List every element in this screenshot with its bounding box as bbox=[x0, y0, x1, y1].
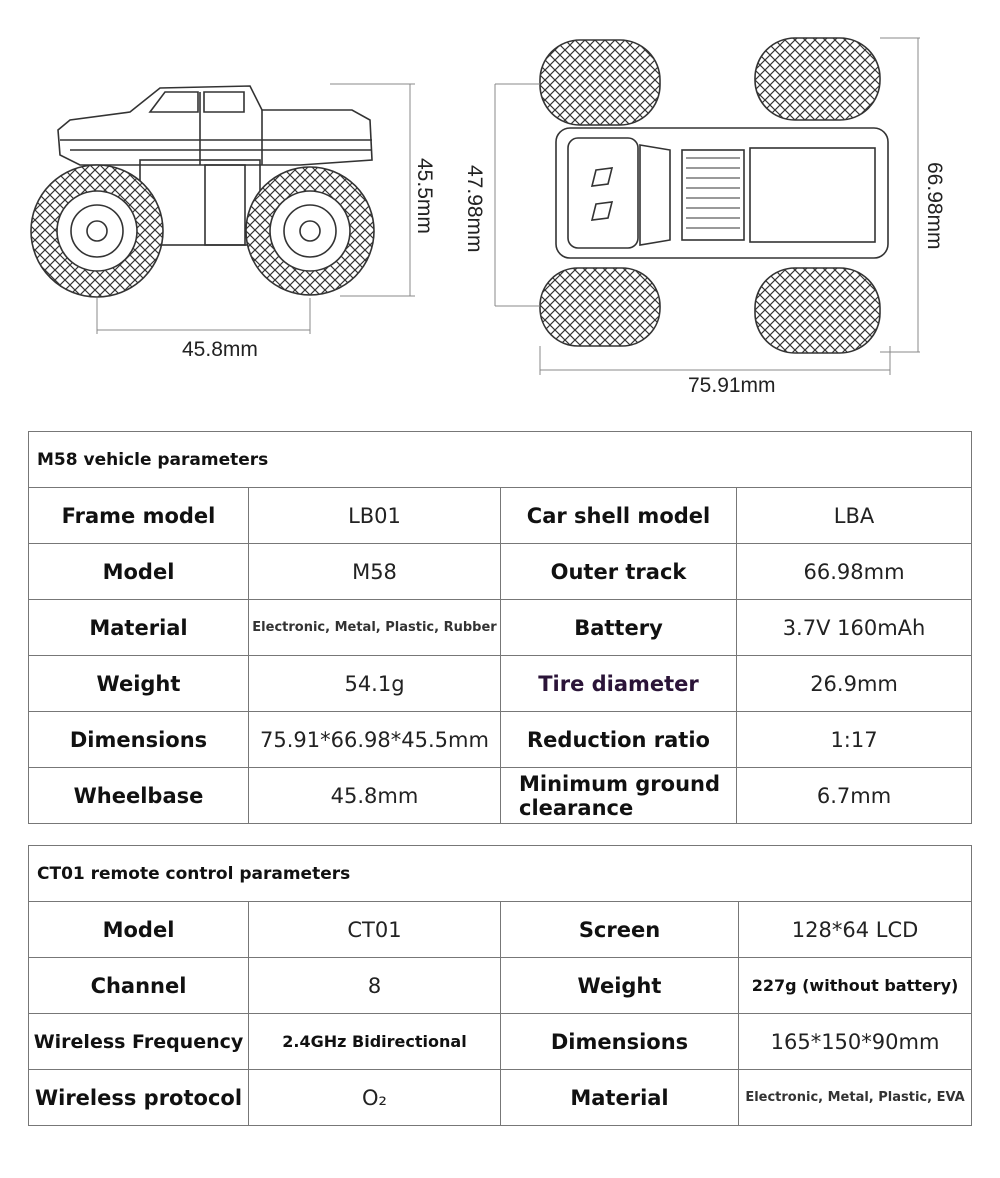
spec-value: M58 bbox=[249, 544, 501, 600]
spec-value: 128*64 LCD bbox=[739, 902, 972, 958]
spec-label: Car shell model bbox=[501, 488, 737, 544]
table-row bbox=[29, 488, 972, 544]
spec-label: Reduction ratio bbox=[501, 712, 737, 768]
spec-value: 6.7mm bbox=[737, 768, 972, 824]
side-height-label: 45.5mm bbox=[413, 158, 436, 234]
spec-label: Weight bbox=[501, 958, 739, 1014]
side-wheelbase-label: 45.8mm bbox=[182, 338, 258, 361]
table-row bbox=[29, 902, 972, 958]
spec-value: 165*150*90mm bbox=[739, 1014, 972, 1070]
spec-label: Wireless protocol bbox=[29, 1070, 249, 1126]
spec-label: Model bbox=[29, 902, 249, 958]
spec-label: Screen bbox=[501, 902, 739, 958]
spec-label: Weight bbox=[29, 656, 249, 712]
spec-label: Material bbox=[501, 1070, 739, 1126]
spec-value: Electronic, Metal, Plastic, EVA bbox=[739, 1070, 972, 1126]
spec-label: Dimensions bbox=[29, 712, 249, 768]
spec-value: 26.9mm bbox=[737, 656, 972, 712]
top-rear-width-label: 66.98mm bbox=[923, 162, 946, 250]
spec-label: Minimum ground clearance bbox=[501, 768, 737, 824]
table-row bbox=[29, 600, 972, 656]
spec-value: 227g (without battery) bbox=[739, 958, 972, 1014]
spec-label: Model bbox=[29, 544, 249, 600]
top-front-width-label: 47.98mm bbox=[463, 165, 486, 253]
spec-value: 1:17 bbox=[737, 712, 972, 768]
top-length-label: 75.91mm bbox=[688, 374, 776, 397]
spec-value: LBA bbox=[737, 488, 972, 544]
table-row bbox=[29, 544, 972, 600]
table-row bbox=[29, 958, 972, 1014]
spec-label: Wireless Frequency bbox=[29, 1014, 249, 1070]
table-row bbox=[29, 656, 972, 712]
vehicle-drawings bbox=[0, 0, 1000, 420]
spec-label: Battery bbox=[501, 600, 737, 656]
spec-value: Electronic, Metal, Plastic, Rubber bbox=[249, 600, 501, 656]
table-row bbox=[29, 1070, 972, 1126]
spec-value: 8 bbox=[249, 958, 501, 1014]
spec-value: 54.1g bbox=[249, 656, 501, 712]
spec-value: LB01 bbox=[249, 488, 501, 544]
table-row bbox=[29, 712, 972, 768]
spec-label: Dimensions bbox=[501, 1014, 739, 1070]
spec-value: O₂ bbox=[249, 1070, 501, 1126]
spec-value: 75.91*66.98*45.5mm bbox=[249, 712, 501, 768]
spec-value: 2.4GHz Bidirectional bbox=[249, 1014, 501, 1070]
spec-label: Material bbox=[29, 600, 249, 656]
remote-parameters-table bbox=[28, 845, 972, 1126]
table-row bbox=[29, 1014, 972, 1070]
top-view-drawing bbox=[495, 38, 920, 375]
spec-value: 3.7V 160mAh bbox=[737, 600, 972, 656]
spec-label: Wheelbase bbox=[29, 768, 249, 824]
spec-label: Frame model bbox=[29, 488, 249, 544]
vehicle-parameters-table bbox=[28, 431, 972, 824]
spec-value: CT01 bbox=[249, 902, 501, 958]
spec-value: 66.98mm bbox=[737, 544, 972, 600]
spec-value: 45.8mm bbox=[249, 768, 501, 824]
table-row bbox=[29, 768, 972, 824]
spec-label: Outer track bbox=[501, 544, 737, 600]
spec-label: Tire diameter bbox=[501, 656, 737, 712]
spec-label: Channel bbox=[29, 958, 249, 1014]
vehicle-table-title: M58 vehicle parameters bbox=[29, 432, 972, 488]
side-view-drawing bbox=[31, 84, 415, 334]
remote-table-title: CT01 remote control parameters bbox=[29, 846, 972, 902]
